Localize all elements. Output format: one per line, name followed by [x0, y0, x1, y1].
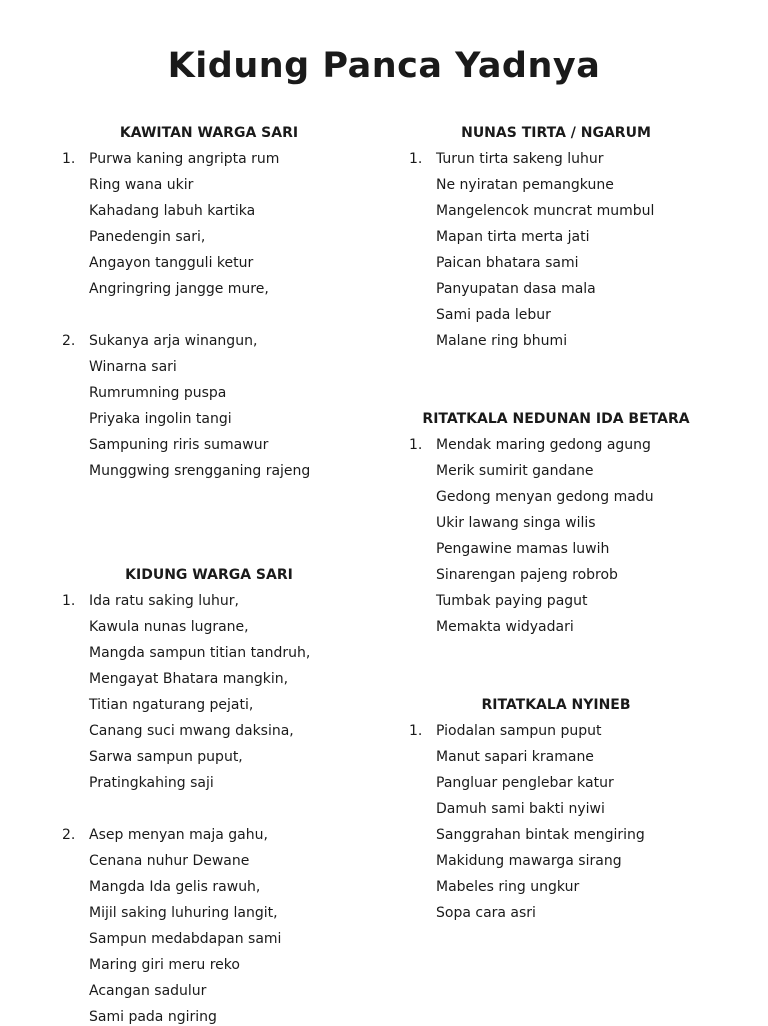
verse-line: Mangda sampun titian tandruh, — [89, 645, 311, 661]
verse-line: Mangelencok muncrat mumbul — [436, 203, 655, 219]
verse-line: Pangluar penglebar katur — [436, 775, 614, 791]
verse-line: Cenana nuhur Dewane — [89, 853, 250, 869]
verse-line: Sinarengan pajeng robrob — [436, 567, 618, 583]
verse-line: Sampun medabdapan sami — [89, 931, 282, 947]
verse-line: Ukir lawang singa wilis — [436, 515, 596, 531]
verse-line: Panedengin sari, — [89, 229, 206, 245]
verse-line: Panyupatan dasa mala — [436, 281, 596, 297]
verse-line: Maring giri meru reko — [89, 957, 240, 973]
verse-line: Piodalan sampun puput — [436, 723, 602, 739]
section-heading: NUNAS TIRTA / NGARUM — [461, 125, 651, 141]
verse-line: Sami pada lebur — [436, 307, 551, 323]
verse-line: Mijil saking luhuring langit, — [89, 905, 278, 921]
verse-line: Malane ring bhumi — [436, 333, 568, 349]
section-heading: RITATKALA NYINEB — [481, 697, 631, 713]
verse-line: Damuh sami bakti nyiwi — [436, 801, 605, 817]
stanza-number: 1. — [409, 151, 423, 167]
verse-line: Memakta widyadari — [436, 619, 574, 635]
verse-line: Merik sumirit gandane — [436, 463, 594, 479]
verse-line: Purwa kaning angripta rum — [89, 151, 280, 167]
verse-line: Gedong menyan gedong madu — [436, 489, 654, 505]
verse-line: Sopa cara asri — [436, 905, 536, 921]
verse-line: Kawula nunas lugrane, — [89, 619, 249, 635]
verse-line: Mapan tirta merta jati — [436, 229, 590, 245]
verse-line: Mendak maring gedong agung — [436, 437, 651, 453]
verse-line: Sanggrahan bintak mengiring — [436, 827, 645, 843]
verse-line: Munggwing srengganing rajeng — [89, 463, 311, 479]
page-title: Kidung Panca Yadnya — [167, 46, 601, 86]
verse-line: Ida ratu saking luhur, — [89, 593, 239, 609]
section-heading: KIDUNG WARGA SARI — [125, 567, 293, 583]
verse-line: Sukanya arja winangun, — [89, 333, 258, 349]
verse-line: Mengayat Bhatara mangkin, — [89, 671, 289, 687]
stanza-number: 2. — [62, 827, 76, 843]
verse-line: Acangan sadulur — [89, 983, 207, 999]
verse-line: Turun tirta sakeng luhur — [436, 151, 604, 167]
verse-line: Angayon tangguli ketur — [89, 255, 254, 271]
verse-line: Ring wana ukir — [89, 177, 194, 193]
section-heading: KAWITAN WARGA SARI — [119, 125, 299, 141]
verse-line: Pengawine mamas luwih — [436, 541, 610, 557]
verse-line: Makidung mawarga sirang — [436, 853, 622, 869]
verse-line: Canang suci mwang daksina, — [89, 723, 294, 739]
stanza-number: 1. — [62, 593, 76, 609]
verse-line: Pratingkahing saji — [89, 775, 214, 791]
verse-line: Sampuning riris sumawur — [89, 437, 269, 453]
verse-line: Kahadang labuh kartika — [89, 203, 256, 219]
verse-line: Sarwa sampun puput, — [89, 749, 243, 765]
stanza-number: 1. — [409, 723, 423, 739]
stanza-number: 1. — [409, 437, 423, 453]
verse-line: Winarna sari — [89, 359, 177, 375]
verse-line: Mabeles ring ungkur — [436, 879, 580, 895]
verse-line: Priyaka ingolin tangi — [89, 411, 232, 427]
verse-line: Ne nyiratan pemangkune — [436, 177, 614, 193]
stanza-number: 2. — [62, 333, 76, 349]
verse-line: Mangda Ida gelis rawuh, — [89, 879, 261, 895]
verse-line: Sami pada ngiring — [89, 1009, 217, 1025]
verse-line: Paican bhatara sami — [436, 255, 579, 271]
verse-line: Rumrumning puspa — [89, 385, 227, 401]
stanza-number: 1. — [62, 151, 76, 167]
section-heading: RITATKALA NEDUNAN IDA BETARA — [422, 411, 690, 427]
verse-line: Titian ngaturang pejati, — [89, 697, 254, 713]
verse-line: Angringring jangge mure, — [89, 281, 269, 297]
verse-line: Tumbak paying pagut — [436, 593, 588, 609]
verse-line: Manut sapari kramane — [436, 749, 594, 765]
verse-line: Asep menyan maja gahu, — [89, 827, 268, 843]
